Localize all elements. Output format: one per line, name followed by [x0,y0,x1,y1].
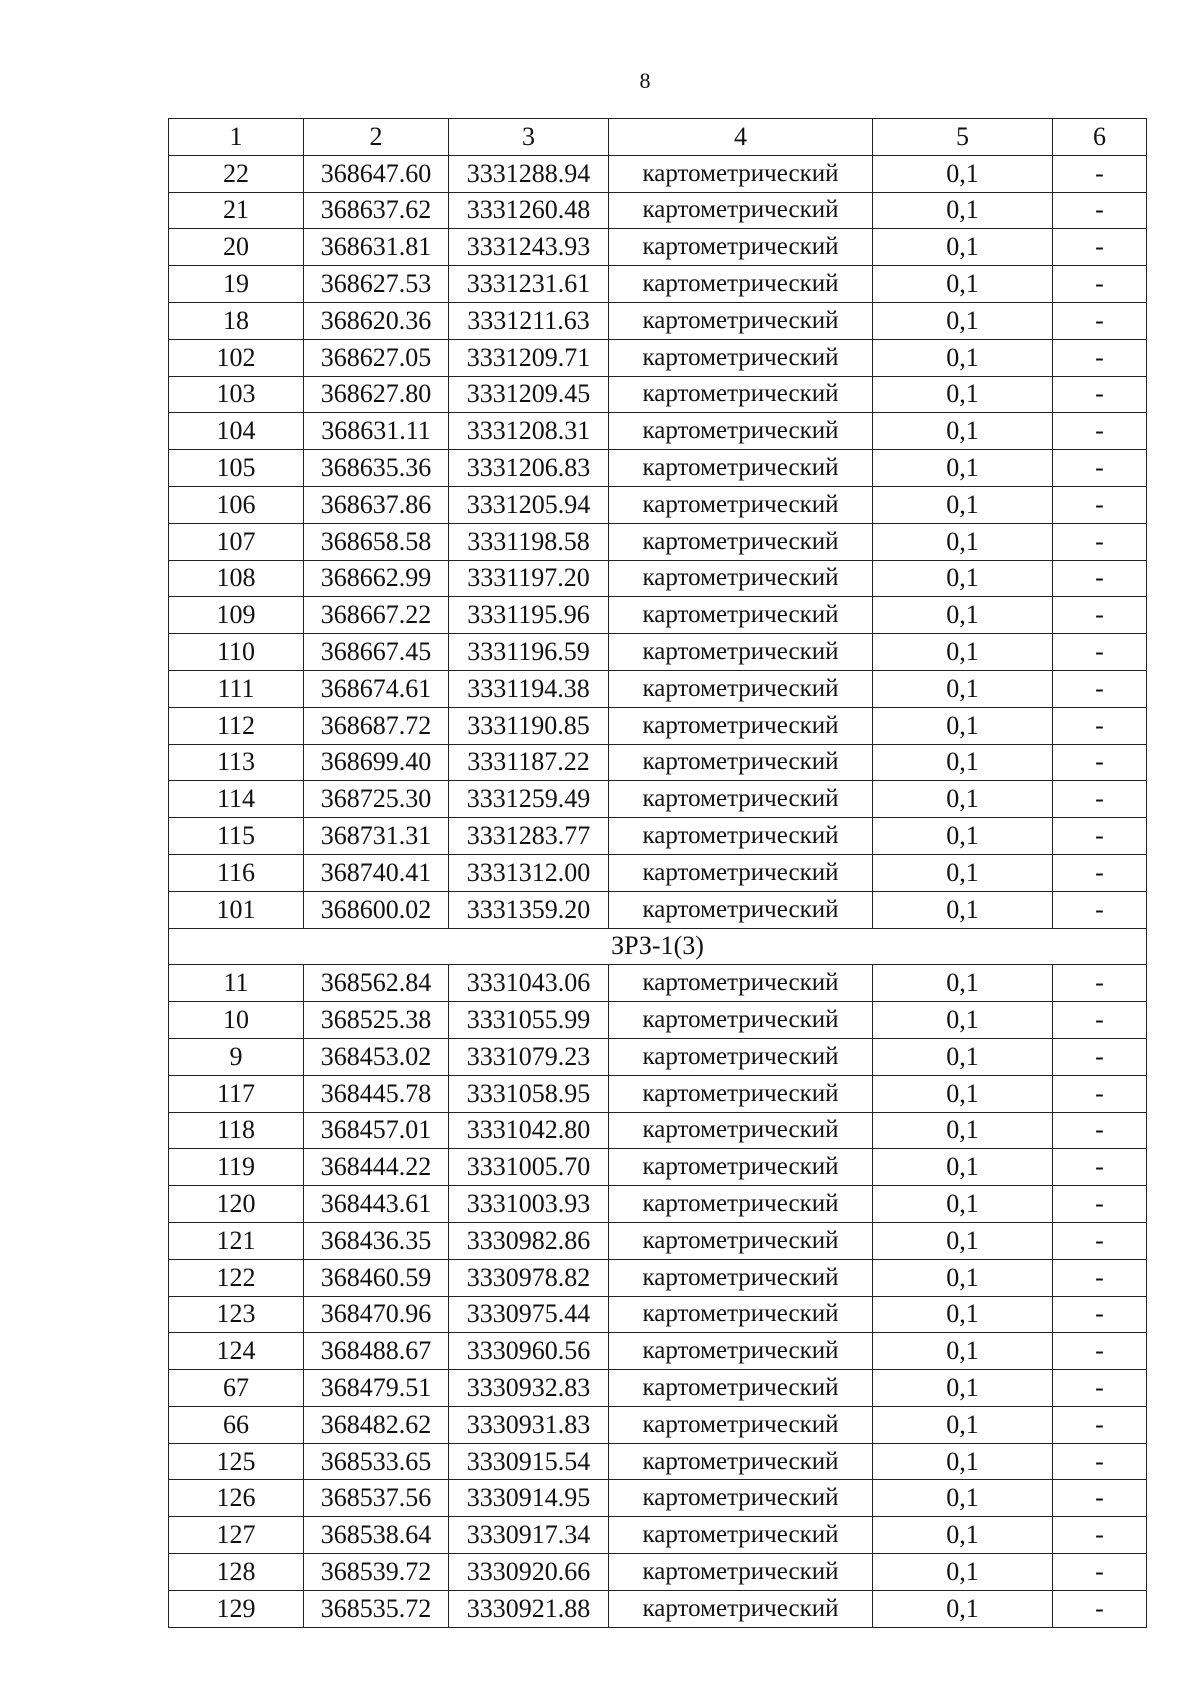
point-number-cell: 20 [169,229,304,266]
x-coordinate-cell: 368667.22 [304,597,449,634]
description-cell: - [1053,744,1147,781]
accuracy-cell: 0,1 [873,818,1053,855]
description-cell: - [1053,413,1147,450]
x-coordinate-cell: 368537.56 [304,1480,449,1517]
method-cell: картометрический [609,1112,873,1149]
point-number-cell: 127 [169,1517,304,1554]
header-cell: 4 [609,119,873,156]
point-number-cell: 123 [169,1296,304,1333]
y-coordinate-cell: 3331288.94 [449,155,609,192]
method-cell: картометрический [609,1590,873,1627]
y-coordinate-cell: 3331005.70 [449,1149,609,1186]
point-number-cell: 113 [169,744,304,781]
method-cell: картометрический [609,1075,873,1112]
accuracy-cell: 0,1 [873,376,1053,413]
x-coordinate-cell: 368488.67 [304,1333,449,1370]
x-coordinate-cell: 368637.62 [304,192,449,229]
accuracy-cell: 0,1 [873,560,1053,597]
accuracy-cell: 0,1 [873,744,1053,781]
accuracy-cell: 0,1 [873,965,1053,1002]
method-cell: картометрический [609,1149,873,1186]
accuracy-cell: 0,1 [873,155,1053,192]
x-coordinate-cell: 368443.61 [304,1186,449,1223]
method-cell: картометрический [609,670,873,707]
description-cell: - [1053,192,1147,229]
y-coordinate-cell: 3331209.45 [449,376,609,413]
x-coordinate-cell: 368460.59 [304,1259,449,1296]
description-cell: - [1053,781,1147,818]
accuracy-cell: 0,1 [873,1333,1053,1370]
description-cell: - [1053,1075,1147,1112]
method-cell: картометрический [609,1480,873,1517]
table-row [169,302,1147,339]
method-cell: картометрический [609,266,873,303]
method-cell: картометрический [609,1370,873,1407]
point-number-cell: 66 [169,1406,304,1443]
description-cell: - [1053,1002,1147,1039]
table-row [169,339,1147,376]
y-coordinate-cell: 3331283.77 [449,818,609,855]
table-row [169,1554,1147,1591]
y-coordinate-cell: 3330982.86 [449,1222,609,1259]
description-cell: - [1053,634,1147,671]
accuracy-cell: 0,1 [873,1149,1053,1186]
method-cell: картометрический [609,891,873,928]
y-coordinate-cell: 3331042.80 [449,1112,609,1149]
description-cell: - [1053,266,1147,303]
description-cell: - [1053,229,1147,266]
x-coordinate-cell: 368482.62 [304,1406,449,1443]
y-coordinate-cell: 3331195.96 [449,597,609,634]
accuracy-cell: 0,1 [873,634,1053,671]
description-cell: - [1053,560,1147,597]
method-cell: картометрический [609,1002,873,1039]
table-row [169,1149,1147,1186]
point-number-cell: 128 [169,1554,304,1591]
x-coordinate-cell: 368436.35 [304,1222,449,1259]
method-cell: картометрический [609,1517,873,1554]
description-cell: - [1053,1480,1147,1517]
x-coordinate-cell: 368667.45 [304,634,449,671]
description-cell: - [1053,1222,1147,1259]
y-coordinate-cell: 3331190.85 [449,707,609,744]
description-cell: - [1053,1554,1147,1591]
y-coordinate-cell: 3331196.59 [449,634,609,671]
method-cell: картометрический [609,560,873,597]
table-row [169,597,1147,634]
description-cell: - [1053,486,1147,523]
point-number-cell: 19 [169,266,304,303]
description-cell: - [1053,891,1147,928]
y-coordinate-cell: 3330978.82 [449,1259,609,1296]
x-coordinate-cell: 368453.02 [304,1038,449,1075]
x-coordinate-cell: 368731.31 [304,818,449,855]
point-number-cell: 101 [169,891,304,928]
header-cell: 3 [449,119,609,156]
y-coordinate-cell: 3331312.00 [449,854,609,891]
method-cell: картометрический [609,1333,873,1370]
x-coordinate-cell: 368535.72 [304,1590,449,1627]
y-coordinate-cell: 3330915.54 [449,1443,609,1480]
y-coordinate-cell: 3330975.44 [449,1296,609,1333]
description-cell: - [1053,339,1147,376]
method-cell: картометрический [609,818,873,855]
x-coordinate-cell: 368647.60 [304,155,449,192]
point-number-cell: 117 [169,1075,304,1112]
table-row [169,1333,1147,1370]
point-number-cell: 104 [169,413,304,450]
method-cell: картометрический [609,854,873,891]
y-coordinate-cell: 3331211.63 [449,302,609,339]
description-cell: - [1053,450,1147,487]
description-cell: - [1053,1112,1147,1149]
point-number-cell: 119 [169,1149,304,1186]
x-coordinate-cell: 368699.40 [304,744,449,781]
point-number-cell: 108 [169,560,304,597]
table-row [169,891,1147,928]
accuracy-cell: 0,1 [873,854,1053,891]
table-row [169,634,1147,671]
x-coordinate-cell: 368662.99 [304,560,449,597]
table-row [169,1038,1147,1075]
y-coordinate-cell: 3331243.93 [449,229,609,266]
description-cell: - [1053,670,1147,707]
x-coordinate-cell: 368635.36 [304,450,449,487]
description-cell: - [1053,302,1147,339]
section-title: ЗРЗ-1(3) [169,928,1147,965]
description-cell: - [1053,376,1147,413]
table-row [169,229,1147,266]
description-cell: - [1053,1259,1147,1296]
y-coordinate-cell: 3331197.20 [449,560,609,597]
accuracy-cell: 0,1 [873,781,1053,818]
table-row [169,1002,1147,1039]
y-coordinate-cell: 3331231.61 [449,266,609,303]
y-coordinate-cell: 3331206.83 [449,450,609,487]
point-number-cell: 106 [169,486,304,523]
description-cell: - [1053,1038,1147,1075]
x-coordinate-cell: 368457.01 [304,1112,449,1149]
point-number-cell: 107 [169,523,304,560]
accuracy-cell: 0,1 [873,1222,1053,1259]
coordinates-table [168,118,1147,1628]
y-coordinate-cell: 3331209.71 [449,339,609,376]
x-coordinate-cell: 368740.41 [304,854,449,891]
point-number-cell: 102 [169,339,304,376]
description-cell: - [1053,597,1147,634]
x-coordinate-cell: 368562.84 [304,965,449,1002]
accuracy-cell: 0,1 [873,413,1053,450]
accuracy-cell: 0,1 [873,450,1053,487]
table-row [169,1222,1147,1259]
x-coordinate-cell: 368627.80 [304,376,449,413]
header-cell: 2 [304,119,449,156]
point-number-cell: 118 [169,1112,304,1149]
point-number-cell: 121 [169,1222,304,1259]
x-coordinate-cell: 368627.53 [304,266,449,303]
table-row [169,965,1147,1002]
method-cell: картометрический [609,1222,873,1259]
y-coordinate-cell: 3331259.49 [449,781,609,818]
table-row [169,1443,1147,1480]
x-coordinate-cell: 368444.22 [304,1149,449,1186]
y-coordinate-cell: 3331058.95 [449,1075,609,1112]
description-cell: - [1053,155,1147,192]
x-coordinate-cell: 368725.30 [304,781,449,818]
table-row [169,1590,1147,1627]
method-cell: картометрический [609,1443,873,1480]
table-row [169,413,1147,450]
x-coordinate-cell: 368479.51 [304,1370,449,1407]
accuracy-cell: 0,1 [873,523,1053,560]
description-cell: - [1053,1443,1147,1480]
method-cell: картометрический [609,1259,873,1296]
point-number-cell: 105 [169,450,304,487]
y-coordinate-cell: 3330960.56 [449,1333,609,1370]
method-cell: картометрический [609,486,873,523]
y-coordinate-cell: 3331079.23 [449,1038,609,1075]
point-number-cell: 9 [169,1038,304,1075]
method-cell: картометрический [609,376,873,413]
accuracy-cell: 0,1 [873,1002,1053,1039]
description-cell: - [1053,523,1147,560]
accuracy-cell: 0,1 [873,1517,1053,1554]
header-row [169,119,1147,156]
page-number: 8 [639,68,651,93]
table-row [169,1075,1147,1112]
description-cell: - [1053,707,1147,744]
table-row [169,450,1147,487]
method-cell: картометрический [609,744,873,781]
description-cell: - [1053,818,1147,855]
point-number-cell: 124 [169,1333,304,1370]
method-cell: картометрический [609,781,873,818]
x-coordinate-cell: 368445.78 [304,1075,449,1112]
x-coordinate-cell: 368687.72 [304,707,449,744]
accuracy-cell: 0,1 [873,1406,1053,1443]
accuracy-cell: 0,1 [873,1554,1053,1591]
table-row [169,1406,1147,1443]
y-coordinate-cell: 3330932.83 [449,1370,609,1407]
method-cell: картометрический [609,707,873,744]
y-coordinate-cell: 3330917.34 [449,1517,609,1554]
point-number-cell: 21 [169,192,304,229]
accuracy-cell: 0,1 [873,1112,1053,1149]
method-cell: картометрический [609,1296,873,1333]
table-row [169,155,1147,192]
y-coordinate-cell: 3330931.83 [449,1406,609,1443]
description-cell: - [1053,965,1147,1002]
table-row [169,1480,1147,1517]
table-row [169,1112,1147,1149]
y-coordinate-cell: 3331205.94 [449,486,609,523]
x-coordinate-cell: 368674.61 [304,670,449,707]
table-row [169,818,1147,855]
accuracy-cell: 0,1 [873,1480,1053,1517]
method-cell: картометрический [609,523,873,560]
accuracy-cell: 0,1 [873,1370,1053,1407]
method-cell: картометрический [609,1186,873,1223]
accuracy-cell: 0,1 [873,192,1053,229]
x-coordinate-cell: 368658.58 [304,523,449,560]
accuracy-cell: 0,1 [873,707,1053,744]
x-coordinate-cell: 368538.64 [304,1517,449,1554]
y-coordinate-cell: 3330920.66 [449,1554,609,1591]
point-number-cell: 126 [169,1480,304,1517]
x-coordinate-cell: 368631.81 [304,229,449,266]
method-cell: картометрический [609,597,873,634]
y-coordinate-cell: 3331359.20 [449,891,609,928]
x-coordinate-cell: 368627.05 [304,339,449,376]
point-number-cell: 115 [169,818,304,855]
section-row [169,928,1147,965]
header-cell: 1 [169,119,304,156]
description-cell: - [1053,1333,1147,1370]
description-cell: - [1053,1406,1147,1443]
x-coordinate-cell: 368600.02 [304,891,449,928]
y-coordinate-cell: 3330921.88 [449,1590,609,1627]
accuracy-cell: 0,1 [873,597,1053,634]
point-number-cell: 22 [169,155,304,192]
x-coordinate-cell: 368620.36 [304,302,449,339]
accuracy-cell: 0,1 [873,891,1053,928]
accuracy-cell: 0,1 [873,229,1053,266]
accuracy-cell: 0,1 [873,266,1053,303]
accuracy-cell: 0,1 [873,670,1053,707]
point-number-cell: 116 [169,854,304,891]
x-coordinate-cell: 368631.11 [304,413,449,450]
method-cell: картометрический [609,634,873,671]
header-cell: 5 [873,119,1053,156]
accuracy-cell: 0,1 [873,1075,1053,1112]
method-cell: картометрический [609,155,873,192]
point-number-cell: 114 [169,781,304,818]
y-coordinate-cell: 3331055.99 [449,1002,609,1039]
table-row [169,523,1147,560]
description-cell: - [1053,1186,1147,1223]
y-coordinate-cell: 3331198.58 [449,523,609,560]
x-coordinate-cell: 368470.96 [304,1296,449,1333]
description-cell: - [1053,854,1147,891]
method-cell: картометрический [609,413,873,450]
description-cell: - [1053,1296,1147,1333]
point-number-cell: 129 [169,1590,304,1627]
method-cell: картометрический [609,1554,873,1591]
method-cell: картометрический [609,1406,873,1443]
header-cell: 6 [1053,119,1147,156]
point-number-cell: 109 [169,597,304,634]
x-coordinate-cell: 368525.38 [304,1002,449,1039]
point-number-cell: 110 [169,634,304,671]
accuracy-cell: 0,1 [873,302,1053,339]
y-coordinate-cell: 3331003.93 [449,1186,609,1223]
table-row [169,486,1147,523]
point-number-cell: 122 [169,1259,304,1296]
table-row [169,1296,1147,1333]
table-row [169,707,1147,744]
table-row [169,1517,1147,1554]
point-number-cell: 18 [169,302,304,339]
table-row [169,670,1147,707]
point-number-cell: 10 [169,1002,304,1039]
method-cell: картометрический [609,339,873,376]
table-row [169,192,1147,229]
method-cell: картометрический [609,229,873,266]
accuracy-cell: 0,1 [873,1296,1053,1333]
accuracy-cell: 0,1 [873,1443,1053,1480]
table-row [169,744,1147,781]
x-coordinate-cell: 368539.72 [304,1554,449,1591]
table-row [169,1259,1147,1296]
y-coordinate-cell: 3331043.06 [449,965,609,1002]
accuracy-cell: 0,1 [873,339,1053,376]
method-cell: картометрический [609,450,873,487]
point-number-cell: 111 [169,670,304,707]
y-coordinate-cell: 3331194.38 [449,670,609,707]
description-cell: - [1053,1370,1147,1407]
point-number-cell: 120 [169,1186,304,1223]
description-cell: - [1053,1517,1147,1554]
accuracy-cell: 0,1 [873,1186,1053,1223]
table-row [169,376,1147,413]
point-number-cell: 103 [169,376,304,413]
point-number-cell: 112 [169,707,304,744]
table-row [169,560,1147,597]
accuracy-cell: 0,1 [873,1038,1053,1075]
table-row [169,781,1147,818]
y-coordinate-cell: 3331208.31 [449,413,609,450]
method-cell: картометрический [609,1038,873,1075]
table-row [169,1186,1147,1223]
y-coordinate-cell: 3331260.48 [449,192,609,229]
point-number-cell: 125 [169,1443,304,1480]
accuracy-cell: 0,1 [873,1259,1053,1296]
accuracy-cell: 0,1 [873,486,1053,523]
accuracy-cell: 0,1 [873,1590,1053,1627]
description-cell: - [1053,1590,1147,1627]
table-row [169,1370,1147,1407]
method-cell: картометрический [609,192,873,229]
table-row [169,854,1147,891]
x-coordinate-cell: 368533.65 [304,1443,449,1480]
method-cell: картометрический [609,965,873,1002]
method-cell: картометрический [609,302,873,339]
y-coordinate-cell: 3330914.95 [449,1480,609,1517]
description-cell: - [1053,1149,1147,1186]
x-coordinate-cell: 368637.86 [304,486,449,523]
point-number-cell: 67 [169,1370,304,1407]
point-number-cell: 11 [169,965,304,1002]
table-row [169,266,1147,303]
y-coordinate-cell: 3331187.22 [449,744,609,781]
